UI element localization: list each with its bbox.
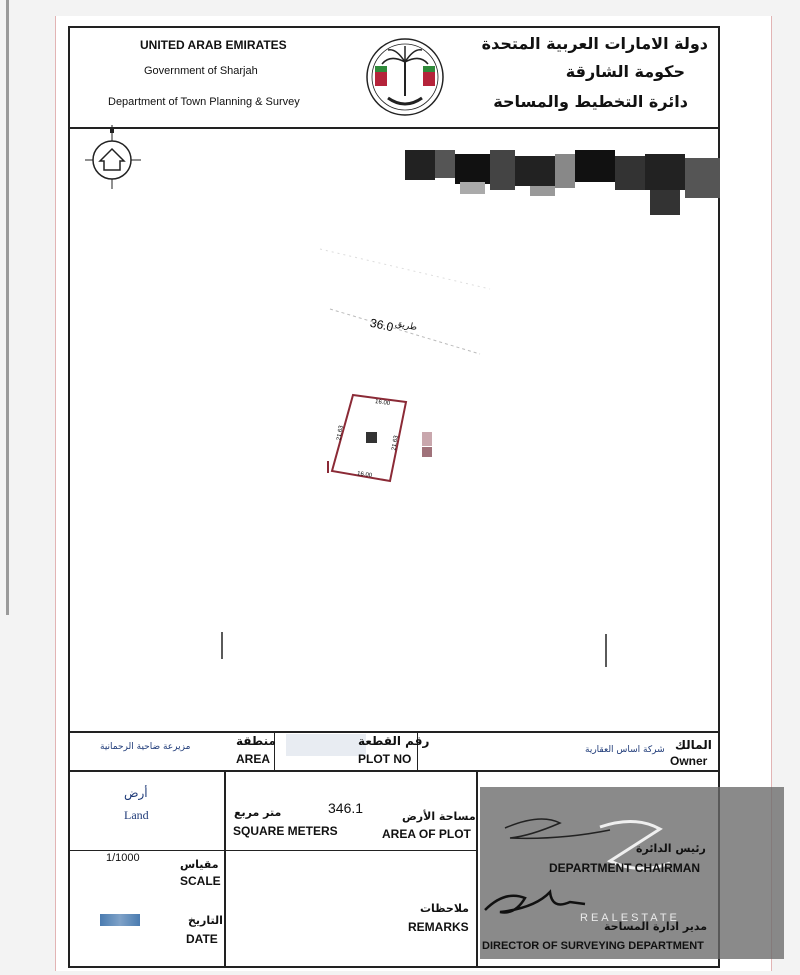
road-width-label: 36.0 <box>368 315 395 335</box>
director-label-ar: مدير ادارة المساحة <box>604 920 708 933</box>
scale-label-en: SCALE <box>180 874 221 888</box>
header-govt-en: Government of Sharjah <box>144 65 258 77</box>
director-signature <box>480 880 590 925</box>
remarks-label-en: REMARKS <box>408 920 469 934</box>
sharjah-emblem <box>360 36 450 118</box>
chairman-label-ar: رئيس الدائرة <box>636 842 706 855</box>
mid-cell-divider <box>224 850 476 851</box>
header-govt-ar: حكومة الشارقة <box>565 62 685 81</box>
plot-no-label-en: PLOT NO <box>358 752 412 766</box>
header-country-en: UNITED ARAB EMIRATES <box>140 38 287 52</box>
area-redaction <box>286 734 366 756</box>
header-dept-ar: دائرة التخطيط والمساحة <box>493 92 688 111</box>
col-divider-2 <box>476 770 478 968</box>
road-label-ar: طريق <box>394 318 418 334</box>
area-of-plot-label-ar: مساحة الأرض <box>402 810 476 823</box>
watermark-text: REALESTATE <box>580 912 680 924</box>
date-redaction <box>100 914 140 926</box>
area-label-ar: منطقة <box>236 734 276 748</box>
area-label-en: AREA <box>236 752 271 766</box>
scale-value: 1/1000 <box>106 852 140 864</box>
unit-label-ar: متر مربع <box>234 806 282 819</box>
land-type-ar: أرض <box>124 786 148 800</box>
unit-label-en: SQUARE METERS <box>233 824 338 838</box>
scan-edge-line <box>6 0 9 615</box>
owner-label-en: Owner <box>670 754 708 768</box>
left-cell-divider <box>68 850 224 851</box>
director-label-en: DIRECTOR OF SURVEYING DEPARTMENT <box>482 940 704 952</box>
area-value: مزيرعة ضاحية الرحمانية <box>100 742 191 752</box>
plot-dim-left: 21.63 <box>336 425 345 441</box>
map-drawing <box>70 129 718 729</box>
header-country-ar: دولة الامارات العربية المتحدة <box>481 34 708 53</box>
plot-dim-top: 16.00 <box>374 398 391 408</box>
area-of-plot-value: 346.1 <box>328 800 364 816</box>
owner-value: شركة اساس العقارية <box>585 745 665 755</box>
area-of-plot-label-en: AREA OF PLOT <box>382 827 471 841</box>
plot-dim-bottom: 16.00 <box>356 470 373 480</box>
header-dept-en: Department of Town Planning & Survey <box>108 96 300 108</box>
plot-no-label-ar: رقم القطعة <box>358 734 430 748</box>
date-label-en: DATE <box>186 932 218 946</box>
date-label-ar: التاريخ <box>188 914 223 927</box>
scale-label-ar: مقياس <box>180 858 219 871</box>
chairman-signature <box>500 808 620 848</box>
info-top-line <box>68 731 720 733</box>
col-divider-1 <box>224 770 226 968</box>
chairman-label-en: DEPARTMENT CHAIRMAN <box>549 861 701 875</box>
owner-label-ar: المالك <box>675 738 712 752</box>
land-type-en: Land <box>124 808 149 822</box>
plot-dim-right: 21.63 <box>391 435 400 451</box>
remarks-label-ar: ملاحظات <box>420 902 469 915</box>
info-row-line <box>68 770 720 772</box>
